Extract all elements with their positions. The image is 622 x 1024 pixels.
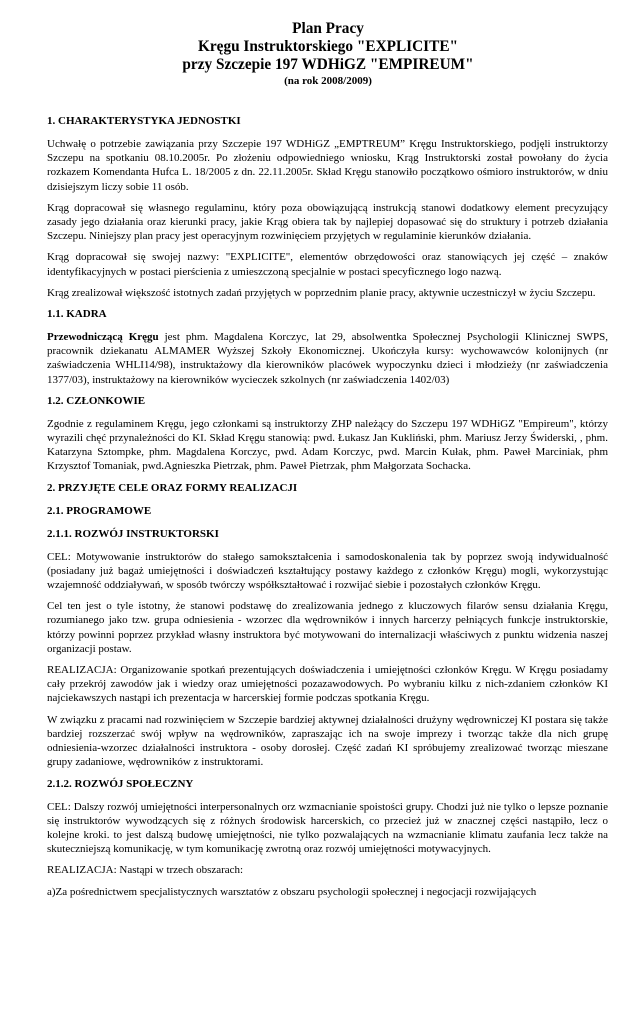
paragraph-staff: [47, 330, 608, 387]
paragraph: CEL: Dalszy rozwój umiejętności interpersonalnych orz wzmacnianie spoistości grupy. Chodzi już nie tylko o lepsze poznanie się instruktorów wywodzących się z różnych środowisk harcerskich, co przecież już w znacznej części nastąpiło, lecz o kolejne kroki. to jest dalszą budowę umiejętności, nie tylko pozwalających na wzmacnianie klimatu zaufania lecz także na skuteczniejszą komunikację, w tym komunikację zwrotną oraz rozwój umiejętności motywacyjnych.: [47, 800, 608, 856]
document-title: Plan Pracy: [292, 20, 364, 37]
section-heading-members: 1.2. CZŁONKOWIE: [47, 394, 146, 407]
section-heading-program: 2.1. PROGRAMOWE: [47, 504, 152, 517]
document-title-block: [47, 20, 609, 88]
paragraph: Krąg dopracował się swojej nazwy: "EXPLICITE", elementów obrzędowości oraz stanowiących jej część – znaków identyfikacyjnych w postaci pierścienia z umieszczoną specjalnie w postaci specyficznego logo nazwą.: [47, 251, 608, 278]
paragraph: CEL: Motywowanie instruktorów do stałego samokształcenia i samodoskonalenia tak by poprzez swoją indywidualność (posiadany już bagaż umiejętności i doświadczeń kształtujący postawy każdego z członków Kręgu) mogli, wykorzystując wzajemność oddziaływań, w sposób twórczy współkształtować i rozwijać siebie i pozostałych członków Kręgu.: [47, 550, 608, 592]
section-heading-staff: 1.1. KADRA: [47, 308, 107, 321]
document-title-troop: przy Szczepie 197 WDHiGZ "EMPIREUM": [182, 56, 474, 73]
paragraph: REALIZACJA: Organizowanie spotkań prezentujących doświadczenia i umiejętności członków Kręgu. W Kręgu posiadamy cały przekrój zawodów jak i wiedzy oraz umiejętności pozazawodowych. Po wybraniu kilku z nich-zdaniem członków KI najciekawszych nastąpi ich prezentacja w harcerskiej formie podczas spotkania Kręgu.: [47, 664, 608, 705]
paragraph: Uchwałę o potrzebie zawiązania przy Szczepie 197 WDHiGZ „EMPTREUM” Kręgu Instruktorskiego, podjęli instruktorzy Szczepu na spotkaniu 08.10.2005r. Po złożeniu odpowiedniego wniosku, Krąg Instruktorski został powołany do życia rozkazem Komendanta Hufca L. 18/2005 z dn. 22.11.2005r. Skład Kręgu stanowiło początkowo ośmioro instruktorów, w dniu dzisiejszym liczy sobie 11 osób.: [47, 138, 608, 193]
document-subtitle: (na rok 2008/2009): [284, 75, 372, 87]
paragraph: Krąg dopracował się własnego regulaminu, który poza obowiązującą instrukcją stanowi dodatkowy element precyzujący zasady jego działania oraz kierunki pracy, jakie Krąg obiera tak by najlepiej dopasować się do struktury i potrzeb działania Szczepu. Niniejszy plan pracy jest operacyjnym rozwinięciem przyjętych w regulaminie kierunków działania.: [47, 201, 608, 243]
paragraph: W związku z pracami nad rozwinięciem w Szczepie bardziej aktywnej działalności drużyny wędrowniczej KI postara się także bardziej rozszerzać swój wpływ na wędrowników, zapraszając ich na swoje imprezy i tworząc także dla nich grupę odniesienia-wzorzec działalności instruktora - osoby dorosłej. Część zadań KI spróbujemy zrealizować tworząc mieszane grupy zadaniowe, wędrowników z instruktorami.: [47, 713, 608, 769]
paragraph-members: Zgodnie z regulaminem Kręgu, jego członkami są instruktorzy ZHP należący do Szczepu 197 WDHiGZ "Empireum", którzy wyrazili chęć przynależności do KI. Skład Kręgu stanowią: pwd. Łukasz Jan Kukliński, phm. Mariusz Jerzy Świderski, , phm. Katarzyna Sztompke, phm. Magdalena Korczyc, pwd. Adam Korczyc, pwd. Marcin Kułak, phm. Paweł Marciniak, phm Krzysztof Tomaniak, pwd.Agnieszka Pietrzak, phm. Paweł Pietrzak, phm Małgorzata Sochacka.: [47, 417, 608, 473]
section-heading-social-development: 2.1.2. ROZWÓJ SPOŁECZNY: [47, 777, 194, 790]
section-heading-characteristics: 1. CHARAKTERYSTYKA JEDNOSTKI: [47, 115, 241, 127]
section-heading-goals: 2. PRZYJĘTE CELE ORAZ FORMY REALIZACJI: [47, 481, 298, 494]
document-title-circle: Kręgu Instruktorskiego "EXPLICITE": [197, 38, 459, 55]
paragraph: a)Za pośrednictwem specjalistycznych warsztatów z obszaru psychologii społecznej i negocjacji rozwijających: [47, 885, 537, 898]
section-heading-instructor-development: 2.1.1. ROZWÓJ INSTRUKTORSKI: [47, 527, 219, 540]
chair-lead: Przewodniczącą Kręgu: [47, 331, 159, 344]
paragraph: Krąg zrealizował większość istotnych zadań przyjętych w poprzednim planie pracy, aktywnie uczestniczył w życiu Szczepu.: [47, 286, 596, 299]
paragraph: REALIZACJA: Nastąpi w trzech obszarach:: [47, 864, 244, 877]
chair-description: jest phm. Magdalena Korczyc, lat 29, absolwentka Społecznej Psychologii Klinicznej SWPS, pracownik dziekanatu ALMAMER Wyższej Szkoły Ekonomicznej. Ukończyła kursy: wychowawców kolonijnych (nr zaświadczenia WHLI14/98), instruktażowy dla kierowników placówek wypoczynku dzieci i młodzieży (nr zaświadczenia 1377/03), instruktażowy na kierowników wycieczek szkolnych (nr zaświadczenia 1402/03): [47, 331, 608, 386]
paragraph: Cel ten jest o tyle istotny, że stanowi podstawę do zrealizowania jednego z kluczowych filarów sensu działania Kręgu, rozumianego jako tzw. grupa odniesienia - wzorzec dla wędrowników i innych harcerzy pełniących funkcje instruktorskie, którzy powinni poprzez przykład własny instruktora być motywowani do internalizacji właściwych z punktu widzenia naszej organizacji postaw.: [47, 600, 608, 655]
